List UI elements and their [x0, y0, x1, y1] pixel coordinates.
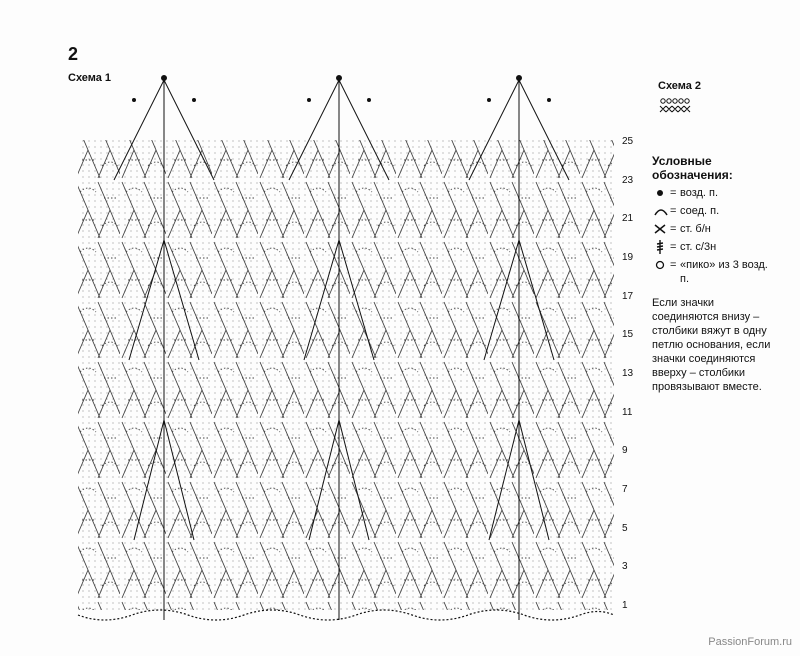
- legend-note: Если значки соединяются внизу – столбики вяжут в одну петлю основания, если значки соединяются вверху – столбики провязывают вместе.: [652, 297, 771, 393]
- pattern-body: [78, 140, 614, 610]
- row-number: 17: [622, 290, 634, 302]
- legend-label: соед. п.: [680, 205, 720, 217]
- legend: [652, 154, 777, 290]
- slip-stitch-arc-icon: [652, 204, 670, 218]
- row-number: 5: [622, 522, 628, 534]
- row-number: 13: [622, 368, 634, 379]
- legend-eq: =: [670, 241, 677, 253]
- row-number: 21: [622, 213, 634, 225]
- legend-label: «пико» из 3 возд. п.: [680, 259, 768, 285]
- row-number: 11: [622, 406, 633, 418]
- legend-eq: =: [670, 223, 677, 235]
- row-number: 9: [622, 445, 628, 457]
- top-picot-points: [132, 75, 551, 102]
- crochet-pattern-chart: [74, 60, 634, 625]
- row-number: 23: [622, 174, 634, 186]
- row-number: 19: [622, 252, 634, 263]
- row-number: 7: [622, 484, 628, 495]
- triple-crochet-stitch-icon: [652, 240, 670, 254]
- legend-item-triple-crochet: [652, 240, 777, 254]
- legend-label: ст. с/3н: [680, 241, 717, 253]
- legend-item-slip: [652, 204, 777, 218]
- legend-item-picot: [652, 258, 777, 286]
- foundation-chain: [78, 610, 614, 620]
- row-number: 1: [622, 600, 628, 611]
- scheme-1-title: Схема 1: [68, 72, 112, 84]
- scheme-2-title: Схема 2: [658, 80, 702, 92]
- legend-eq: =: [670, 259, 677, 271]
- page-number: 2: [68, 44, 79, 64]
- watermark: PassionForum.ru: [708, 636, 792, 648]
- chain-stitch-dot-icon: [652, 186, 670, 200]
- legend-eq: =: [670, 205, 677, 217]
- legend-title: Условные обозначения:: [652, 154, 733, 182]
- row-number: 15: [622, 329, 634, 341]
- legend-item-chain: [652, 186, 777, 200]
- row-number: 25: [622, 136, 634, 147]
- legend-label: возд. п.: [680, 187, 719, 199]
- legend-eq: =: [670, 187, 677, 199]
- legend-item-single-crochet: [652, 222, 777, 236]
- scheme-2-diagram: [658, 96, 708, 114]
- single-crochet-x-icon: [652, 222, 670, 236]
- row-number: 3: [622, 561, 628, 573]
- picot-icon: [652, 258, 670, 272]
- legend-label: ст. б/н: [680, 223, 711, 235]
